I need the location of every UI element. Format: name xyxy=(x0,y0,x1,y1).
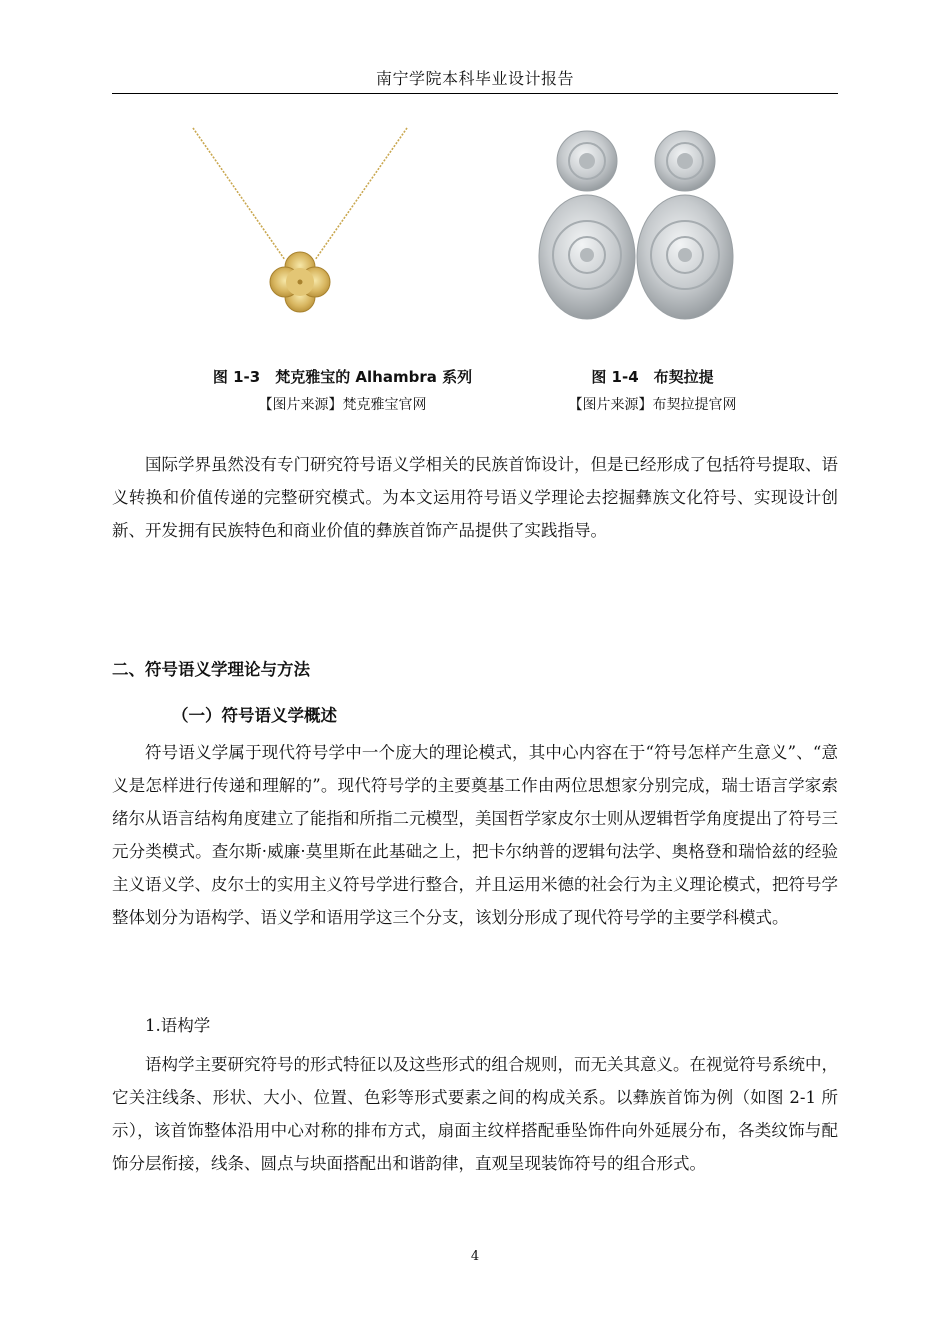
figure-1-4-source: 【图片来源】布契拉提官网 xyxy=(568,397,737,413)
earring-right xyxy=(637,131,733,319)
syntactics-paragraph: 语构学主要研究符号的形式特征以及这些形式的组合规则，而无关其意义。在视觉符号系统中，它关注线条、形状、大小、位置、色彩等形式要素之间的构成关系。以彝族首饰为例（如图 2-1 所示），该首饰整体沿用中心对称的排布方式，扇面主纹样搭配垂坠饰件向外延展分布，各类纹饰与配饰分层衔接，线条、圆点与块面搭配出和谐韵律，直观呈现装饰符号的组合形式。 xyxy=(112,1055,838,1173)
figure-1-3-source: 【图片来源】梵克雅宝官网 xyxy=(258,397,427,413)
necklace-image xyxy=(185,120,415,330)
item-heading: 1.语构学 xyxy=(145,1016,211,1035)
overview-paragraph: 符号语义学属于现代符号学中一个庞大的理论模式，其中心内容在于“符号怎样产生意义”、“意义是怎样进行传递和理解的”。现代符号学的主要奠基工作由两位思想家分别完成，瑞士语言学家索绪尔从语言结构角度建立了能指和所指二元模型，美国哲学家皮尔士则从逻辑哲学角度提出了符号三元分类模式。查尔斯·威廉·莫里斯在此基础之上，把卡尔纳普的逻辑句法学、奥格登和瑞恰兹的经验主义语义学、皮尔士的实用主义符号学进行整合，并且运用米德的社会行为主义理论模式，把符号学整体划分为语构学、语义学和语用学这三个分支，该划分形成了现代符号学的主要学科模式。 xyxy=(112,743,838,927)
figure-1-3-caption: 图 1-3 梵克雅宝的 Alhambra 系列 xyxy=(212,368,473,386)
section-heading: 二、符号语义学理论与方法 xyxy=(112,660,310,679)
earrings-image xyxy=(535,125,735,335)
subsection-heading: （一）符号语义学概述 xyxy=(172,706,337,725)
page-header: 南宁学院本科毕业设计报告 xyxy=(112,66,838,94)
earring-left xyxy=(539,131,635,319)
figure-1-4-caption: 图 1-4 布契拉提 xyxy=(591,368,714,386)
intro-paragraph: 国际学界虽然没有专门研究符号语义学相关的民族首饰设计，但是已经形成了包括符号提取、语义转换和价值传递的完整研究模式。为本文运用符号语义学理论去挖掘彝族文化符号、实现设计创新、开发拥有民族特色和商业价值的彝族首饰产品提供了实践指导。 xyxy=(112,455,838,540)
page-number: 4 xyxy=(470,1249,480,1264)
